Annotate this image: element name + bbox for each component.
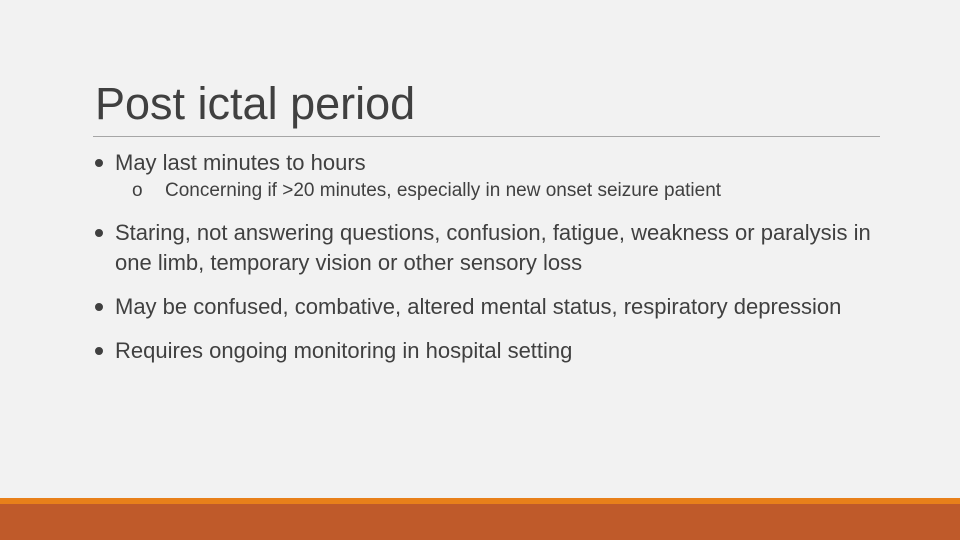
bullet-text: May be confused, combative, altered mental status, respiratory depression — [115, 294, 842, 319]
bullet-item — [95, 148, 875, 204]
sub-bullet-item — [132, 178, 875, 204]
bullet-icon — [95, 347, 103, 355]
bullet-item — [95, 292, 875, 322]
bullet-icon — [95, 229, 103, 237]
footer-bar — [0, 504, 960, 540]
sub-bullet-text: Concerning if >20 minutes, especially in new onset seizure patient — [165, 180, 722, 201]
sub-bullet-list — [115, 178, 875, 204]
sub-bullet-marker: o — [132, 180, 143, 201]
bullet-list — [95, 148, 875, 366]
bullet-item — [95, 336, 875, 366]
title-divider — [93, 136, 880, 137]
bullet-text: May last minutes to hours — [115, 150, 366, 175]
bullet-text: Staring, not answering questions, confusion, fatigue, weakness or paralysis in one limb, temporary vision or other sensory loss — [115, 220, 871, 275]
slide-title: Post ictal period — [95, 78, 416, 129]
bullet-text: Requires ongoing monitoring in hospital setting — [115, 338, 573, 363]
bullet-item — [95, 218, 875, 278]
bullet-icon — [95, 159, 103, 167]
bullet-icon — [95, 303, 103, 311]
